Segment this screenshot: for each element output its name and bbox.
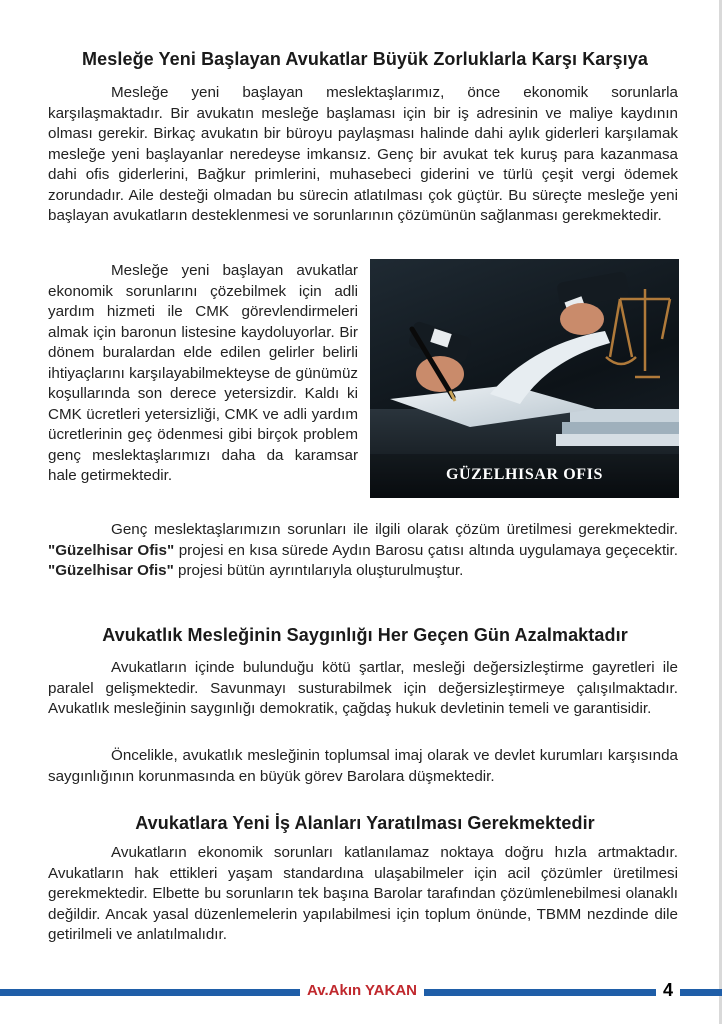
paragraph-economic-problems: Mesleğe yeni başlayan meslektaşlarımız, önce ekonomik sorunlarla karşılaşmaktadır. Bir avukatın mesleğe başlaması için bir iş adresinin ve maliye kaydının olması gerekir. Birkaç avukatın bir büroyu paylaşması halinde dahi aylık giderleri karşılamak mesleğe yeni başlayanlar neredeyse imkansız. Genç bir avukat tek kuruş para kazanmasa dahi ofis giderlerini, Bağkur primlerini, muhasebeci giderini ve türlü çeşit vergi ödemek zorundadır. Aile desteği olmadan bu sürecin atlatılması çok güçtür. Bu süreçte mesleğe yeni başlayan avukatların desteklenmesi ve sorunlarının çözümünün sağlanması gerekmektedir. (48, 84, 678, 224)
footer-rule (680, 989, 722, 996)
footer-rule (424, 989, 656, 996)
lawyer-signing-photo (370, 259, 679, 498)
section-title-prestige: Avukatlık Mesleğinin Saygınlığı Her Geçen Gün Azalmaktadır (102, 625, 628, 645)
photo-illustration (370, 259, 679, 498)
paragraph-guzelhisar-project (48, 520, 678, 582)
project-name-bold: "Güzelhisar Ofis" (48, 541, 175, 559)
paragraph-cmk-legal-aid: Mesleğe yeni başlayan avukatlar ekonomik sorunlarını çözebilmek için adli yardım hizmeti ile CMK görevlendirmeleri almak için baronun listesine kaydoluyorlar. Bir dönem buralardan elde edilen gelirler belirli ihtiyaçlarını karşılayabilmekteyse de günümüz koşullarında son derece yetersizdir. Kaldı ki CMK ücretleri yetersizliği, CMK ve adli yardım ücretlerinin geç ödenmesi gibi birçok problem genç meslektaşlarımızı daha da karamsar hale getirmektedir. (48, 262, 358, 484)
text-segment: projesi bütün ayrıntılarıyla oluşturulmuştur. (173, 562, 464, 579)
footer-author: Av.Akın YAKAN (306, 982, 418, 999)
section-title-new-fields: Avukatlara Yeni İş Alanları Yaratılması Gerekmektedir (135, 813, 595, 833)
page-number: 4 (662, 980, 673, 1000)
text-segment: projesi en kısa sürede Aydın Barosu çatısı altında uygulamaya geçecektir. (174, 541, 678, 559)
paragraph-bar-role: Öncelikle, avukatlık mesleğinin toplumsal imaj olarak ve devlet kurumları karşısında saygınlığının korunmasında en büyük görev Barolara düşmektedir. (48, 747, 678, 785)
text-segment: Genç meslektaşlarımızın sorunları ile ilgili olarak çözüm üretilmesi gerekmektedir. (111, 521, 678, 538)
paragraph-devaluation: Avukatların içinde bulunduğu kötü şartlar, mesleği değersizleştirme gayretleri ile paralel gelişmektedir. Savunmayı susturabilmek için değersizleştirmeye çalışılmaktadır. Avukatlık mesleğinin saygınlığı demokratik, çağdaş hukuk devletinin temeli ve garantisidir. (48, 659, 678, 717)
section-title-new-lawyers: Mesleğe Yeni Başlayan Avukatlar Büyük Zorluklarla Karşı Karşıya (82, 49, 648, 69)
footer-rule (0, 989, 300, 996)
project-name-bold: "Güzelhisar Ofis" (48, 562, 174, 579)
paragraph-new-fields: Avukatların ekonomik sorunları katlanılamaz noktaya doğru hızla artmaktadır. Avukatların hak ettikleri yaşam standardına ulaşabilmeler için acil çözümler üretilmesi gerekmektedir. Elbette bu sorunların tek başına Barolar tarafından çözümlenebilmesi olanaklı değildir. Ancak yasal düzenlemelerin yapılabilmesi için toplum önünde, TBMM nezdinde dile getirilmeli ve anlatılmalıdır. (48, 844, 678, 943)
photo-caption: GÜZELHISAR OFIS (445, 466, 604, 483)
